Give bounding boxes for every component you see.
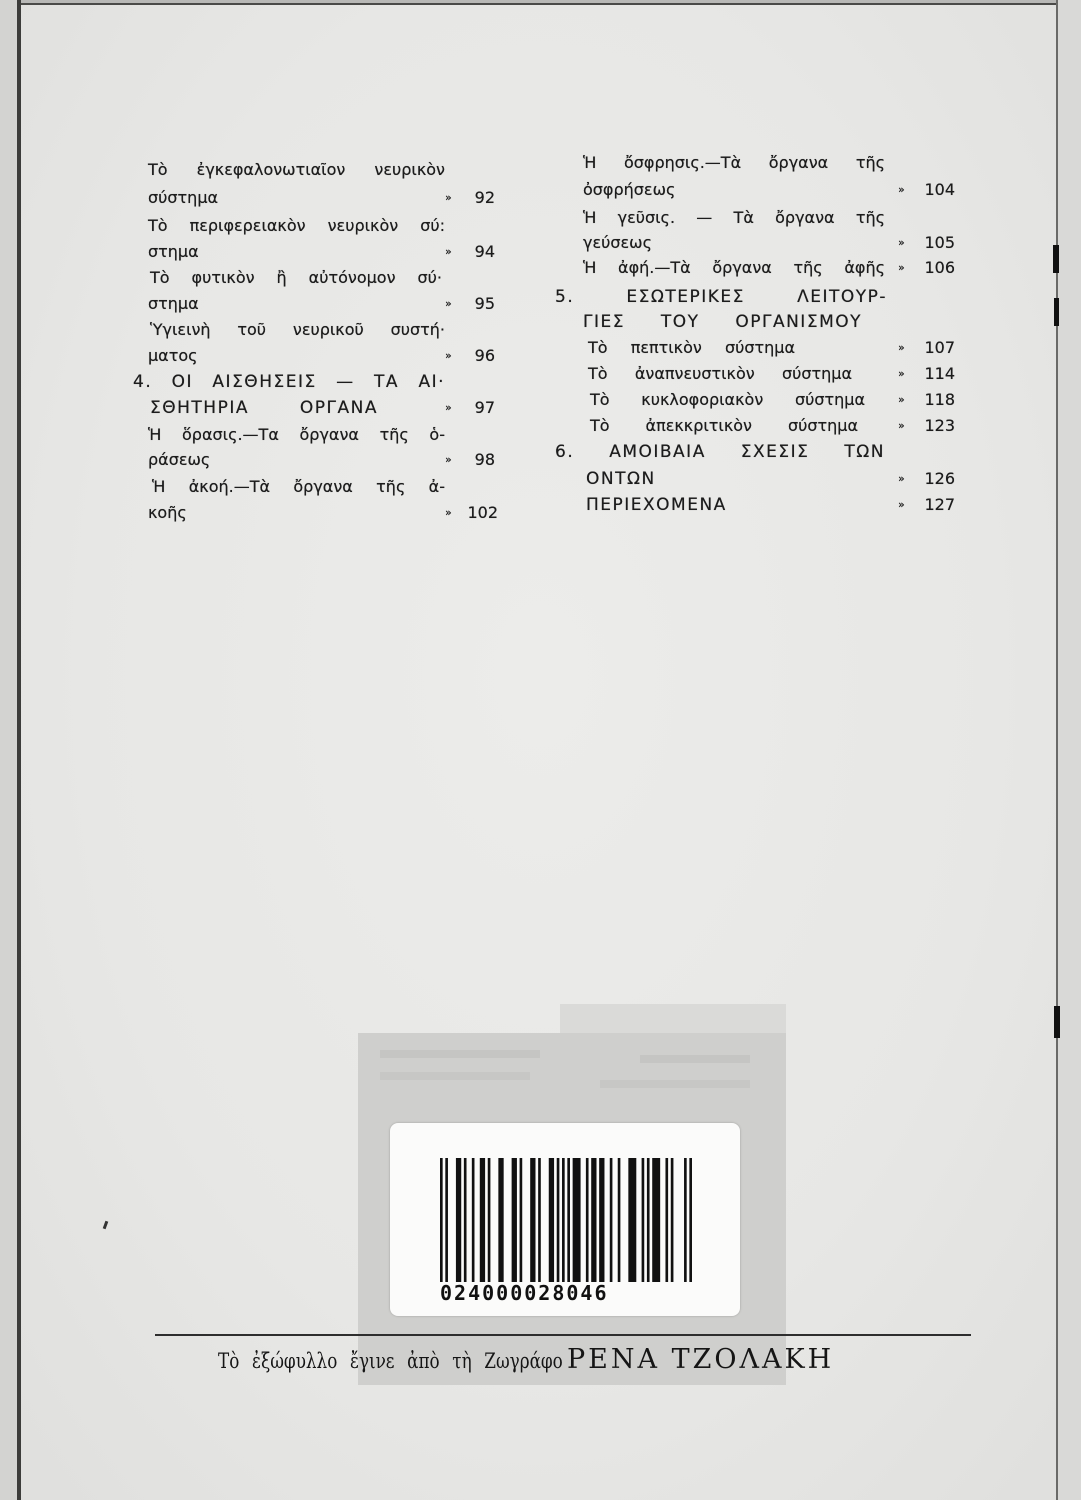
toc-line: Ἡ ὅρασις.—Τα ὄργανα τῆς ὁ- <box>148 425 445 444</box>
sticker-residue <box>560 1004 786 1036</box>
barcode <box>440 1158 692 1282</box>
barcode-bar <box>480 1158 485 1282</box>
barcode-bar <box>512 1158 517 1282</box>
barcode-bar <box>599 1158 604 1282</box>
toc-line: σύστημα <box>148 188 219 207</box>
page-number: 106 <box>924 258 955 277</box>
barcode-bar <box>549 1158 554 1282</box>
toc-line: στημα <box>148 242 199 261</box>
toc-page-ref <box>898 257 955 279</box>
toc-chapter-heading: 6. ΑΜΟΙΒΑΙΑ ΣΧΕΣΙΣ ΤΩΝ <box>555 442 885 462</box>
barcode-bar <box>684 1158 687 1282</box>
residue-smudge <box>600 1080 750 1088</box>
toc-line: ράσεως <box>148 450 211 469</box>
page-number: 104 <box>924 180 955 199</box>
leader-mark: » <box>445 245 452 258</box>
toc-line: ματος <box>148 346 198 365</box>
page-number: 97 <box>474 398 495 417</box>
barcode-bar <box>586 1158 589 1282</box>
toc-page-ref <box>898 363 955 385</box>
toc-line: Τὸ ἀπεκκριτικὸν σύστημα <box>590 416 858 435</box>
residue-smudge <box>380 1050 540 1058</box>
barcode-digits: 024000028046 <box>440 1281 609 1305</box>
barcode-bar <box>562 1158 565 1282</box>
footer-artist-name: ΡΕΝΑ ΤΖΟΛΑΚΗ <box>567 1344 835 1375</box>
toc-line: γεύσεως <box>583 233 652 252</box>
barcode-bar <box>445 1158 448 1282</box>
barcode-bar <box>671 1158 674 1282</box>
scan-mark <box>1053 245 1059 273</box>
toc-page-ref <box>445 187 495 209</box>
barcode-bar <box>498 1158 503 1282</box>
barcode-bar <box>456 1158 461 1282</box>
toc-line: κοῆς <box>148 503 187 522</box>
toc-line: ὀσφρήσεως <box>583 180 676 199</box>
toc-line: Ἡ ἀφή.—Τὰ ὄργανα τῆς ἀφῆς <box>583 258 885 277</box>
page-number: 118 <box>924 390 955 409</box>
scan-mark <box>1054 298 1059 326</box>
barcode-bar <box>440 1158 443 1282</box>
toc-page-ref <box>445 345 495 367</box>
leader-mark: » <box>445 297 452 310</box>
barcode-bar <box>642 1158 645 1282</box>
toc-line: Τὸ περιφερειακὸν νευρικὸν σύ: <box>148 216 445 235</box>
page-number: 126 <box>924 469 955 488</box>
barcode-bar <box>591 1158 596 1282</box>
leader-mark: » <box>898 498 905 511</box>
barcode-bar <box>520 1158 523 1282</box>
leader-mark: » <box>898 367 905 380</box>
leader-mark: » <box>898 472 905 485</box>
page-number: 123 <box>924 416 955 435</box>
toc-chapter-heading: 5. ΕΣΩΤΕΡΙΚΕΣ ΛΕΙΤΟΥΡ- <box>555 287 887 307</box>
toc-page-ref <box>898 232 955 254</box>
barcode-bar <box>567 1158 570 1282</box>
toc-chapter-heading: 4. ΟΙ ΑΙΣΘΗΣΕΙΣ — ΤΑ ΑΙ· <box>133 372 445 392</box>
leader-mark: » <box>898 236 905 249</box>
barcode-bar <box>647 1158 650 1282</box>
barcode-bar <box>618 1158 621 1282</box>
toc-page-ref <box>898 389 955 411</box>
toc-page-ref <box>898 468 955 490</box>
leader-mark: » <box>898 419 905 432</box>
barcode-bar <box>488 1158 491 1282</box>
barcode-bar <box>573 1158 581 1282</box>
barcode-bar <box>665 1158 668 1282</box>
toc-chapter-heading: ΣΘΗΤΗΡΙΑ ΟΡΓΑΝΑ <box>150 398 378 418</box>
toc-line: Τὸ πεπτικὸν σύστημα <box>588 338 795 357</box>
page-number: 127 <box>924 495 955 514</box>
page-number: 114 <box>924 364 955 383</box>
barcode-bar <box>538 1158 541 1282</box>
leader-mark: » <box>445 349 452 362</box>
page-number: 94 <box>474 242 495 261</box>
toc-line: Ὑγιεινὴ τοῦ νευρικοῦ συστή· <box>150 320 445 339</box>
scan-mark <box>1054 1006 1060 1038</box>
toc-page-ref <box>445 397 495 419</box>
top-border-line <box>21 3 1057 5</box>
barcode-bar <box>557 1158 560 1282</box>
toc-page-ref <box>445 502 498 524</box>
leader-mark: » <box>445 506 452 519</box>
toc-page-ref <box>445 293 495 315</box>
binding-line-left <box>17 0 21 1500</box>
footer-rule <box>155 1334 971 1336</box>
toc-line: Τὸ ἐγκεφαλονωτιαῖον νευρικὸν <box>148 160 445 179</box>
page-number: 107 <box>924 338 955 357</box>
page-number: 105 <box>924 233 955 252</box>
toc-page-ref <box>898 337 955 359</box>
toc-page-ref <box>898 415 955 437</box>
barcode-bar <box>464 1158 467 1282</box>
leader-mark: » <box>898 261 905 274</box>
page-number: 98 <box>474 450 495 469</box>
leader-mark: » <box>898 341 905 354</box>
barcode-bar <box>628 1158 636 1282</box>
page-number: 102 <box>467 503 498 522</box>
page-number: 92 <box>474 188 495 207</box>
barcode-bar <box>530 1158 535 1282</box>
page-edge-left <box>0 0 17 1500</box>
toc-page-ref <box>445 241 495 263</box>
toc-page-ref <box>898 179 955 201</box>
toc-line: Ἡ γεῦσις. — Τὰ ὄργανα τῆς <box>583 208 885 227</box>
ink-speck <box>103 1221 109 1230</box>
toc-chapter-heading: ΓΙΕΣ ΤΟΥ ΟΡΓΑΝΙΣΜΟΥ <box>583 312 862 332</box>
page-number: 95 <box>474 294 495 313</box>
toc-line: Ἡ ἀκοή.—Τὰ ὄργανα τῆς ἀ- <box>152 477 445 496</box>
barcode-bar <box>610 1158 613 1282</box>
residue-smudge <box>640 1055 750 1063</box>
leader-mark: » <box>898 183 905 196</box>
footer-credit: Τὸ ἐξώφυλλο ἔγινε ἀπὸ τὴ Ζωγράφο <box>218 1349 563 1373</box>
toc-page-ref <box>445 449 495 471</box>
toc-chapter-heading: ΟΝΤΩΝ <box>586 469 656 489</box>
leader-mark: » <box>445 453 452 466</box>
leader-mark: » <box>445 401 452 414</box>
residue-smudge <box>380 1072 530 1080</box>
toc-line: Ἡ ὄσφρησις.—Τὰ ὄργανα τῆς <box>583 153 885 172</box>
barcode-bar <box>689 1158 692 1282</box>
toc-line: Τὸ φυτικὸν ἢ αὐτόνομον σύ· <box>150 268 442 287</box>
leader-mark: » <box>445 191 452 204</box>
toc-chapter-heading: ΠΕΡΙΕΧΟΜΕΝΑ <box>586 495 727 515</box>
toc-line: Τὸ κυκλοφοριακὸν σύστημα <box>590 390 865 409</box>
barcode-bar <box>652 1158 660 1282</box>
page-number: 96 <box>474 346 495 365</box>
toc-line: στημα <box>148 294 199 313</box>
page-edge-right <box>1058 0 1081 1500</box>
toc-line: Τὸ ἀναπνευστικὸν σύστημα <box>588 364 852 383</box>
toc-page-ref <box>898 494 955 516</box>
barcode-bar <box>472 1158 475 1282</box>
leader-mark: » <box>898 393 905 406</box>
